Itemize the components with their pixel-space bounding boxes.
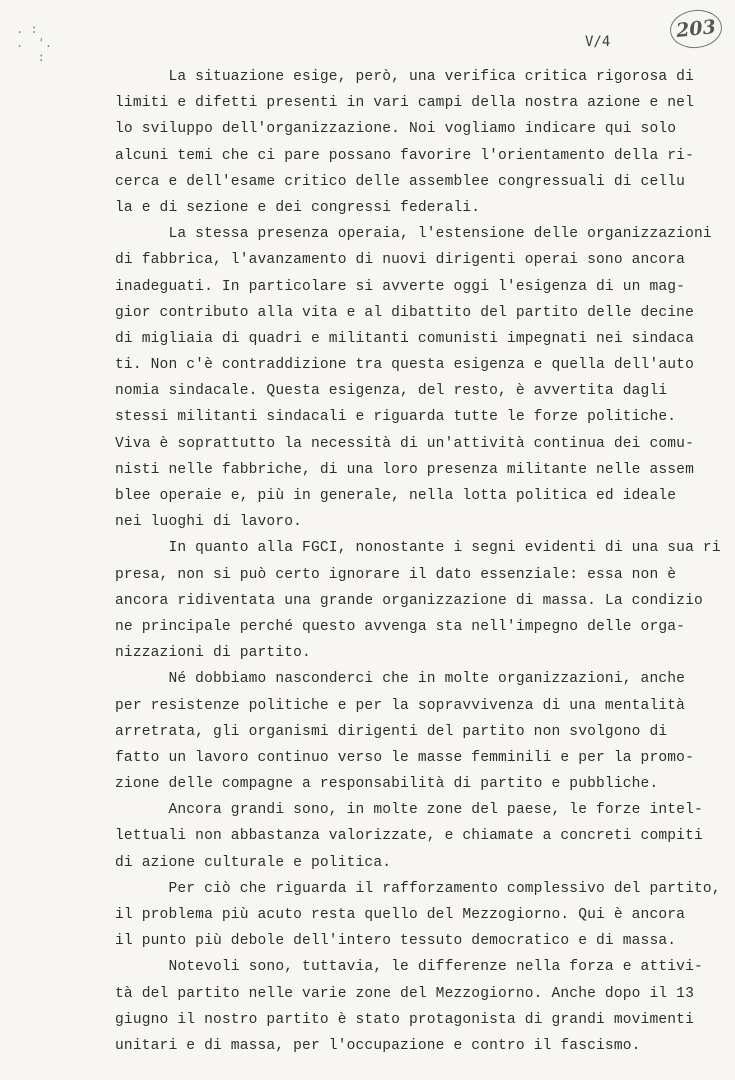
text-line: nomia sindacale. Questa esigenza, del resto, è avvertita dagli xyxy=(115,383,668,400)
text-line: La stessa presenza operaia, l'estensione delle organizzazioni xyxy=(115,226,712,243)
text-line: Né dobbiamo nasconderci che in molte organizzazioni, anche xyxy=(115,671,686,688)
text-line: giugno il nostro partito è stato protagonista di grandi movimenti xyxy=(115,1011,694,1028)
text-line: di azione culturale e politica. xyxy=(115,854,392,871)
text-line: In quanto alla FGCI, nonostante i segni evidenti di una sua ri xyxy=(115,540,721,557)
text-line: il punto più debole dell'intero tessuto democratico e di massa. xyxy=(115,933,677,950)
body-text xyxy=(115,64,721,1059)
text-line: nisti nelle fabbriche, di una loro presenza militante nelle assem xyxy=(115,461,694,478)
text-line: limiti e difetti presenti in vari campi della nostra azione e nel xyxy=(115,95,694,112)
text-line: nizzazioni di partito. xyxy=(115,645,311,662)
text-line: Per ciò che riguarda il rafforzamento complessivo del partito, xyxy=(115,880,721,897)
text-line: Notevoli sono, tuttavia, le differenze nella forza e attivi- xyxy=(115,959,703,976)
text-line: lo sviluppo dell'organizzazione. Noi vogliamo indicare qui solo xyxy=(115,121,677,138)
text-line: unitari e di massa, per l'occupazione e contro il fascismo. xyxy=(115,1037,641,1054)
text-line: inadeguati. In particolare si avverte oggi l'esigenza di un mag- xyxy=(115,278,686,295)
text-line: di migliaia di quadri e militanti comunisti impegnati nei sindaca xyxy=(115,330,694,347)
text-line: alcuni temi che ci pare possano favorire l'orientamento della ri- xyxy=(115,147,694,164)
text-line: la e di sezione e dei congressi federali. xyxy=(115,199,481,216)
text-line: La situazione esige, però, una verifica critica rigorosa di xyxy=(115,69,694,85)
text-line: Viva è soprattutto la necessità di un'attività continua dei comu- xyxy=(115,435,694,452)
handwritten-page-number: 203 xyxy=(668,7,724,50)
text-line: stessi militanti sindacali e riguarda tutte le forze politiche. xyxy=(115,409,677,426)
text-line: il problema più acuto resta quello del Mezzogiorno. Qui è ancora xyxy=(115,907,686,923)
text-line: ti. Non c'è contraddizione tra questa esigenza e quella dell'auto xyxy=(115,357,694,374)
text-line: per resistenze politiche e per la sopravvivenza di una mentalità xyxy=(115,697,686,714)
text-line: blee operaie e, più in generale, nella lotta politica ed ideale xyxy=(115,488,677,504)
text-line: gior contributo alla vita e al dibattito del partito delle decine xyxy=(115,304,694,321)
text-line: ancora ridiventata una grande organizzazione di massa. La condizio xyxy=(115,592,703,609)
text-line: cerca e dell'esame critico delle assemblee congressuali di cellu xyxy=(115,173,686,190)
margin-marks: . : . '. : xyxy=(16,22,53,64)
text-line: arretrata, gli organismi dirigenti del partito non svolgono di xyxy=(115,723,668,740)
text-line: zione delle compagne a responsabilità di partito e pubbliche. xyxy=(115,776,659,793)
text-line: presa, non si può certo ignorare il dato essenziale: essa non è xyxy=(115,566,677,583)
text-line: tà del partito nelle varie zone del Mezzogiorno. Anche dopo il 13 xyxy=(115,985,694,1002)
text-line: nei luoghi di lavoro. xyxy=(115,514,303,531)
text-line: di fabbrica, l'avanzamento di nuovi dirigenti operai sono ancora xyxy=(115,252,686,269)
text-line: ne principale perché questo avvenga sta nell'impegno delle orga- xyxy=(115,618,686,635)
text-line: Ancora grandi sono, in molte zone del paese, le forze intel- xyxy=(115,802,703,819)
text-line: fatto un lavoro continuo verso le masse femminili e per la promo- xyxy=(115,749,694,766)
page-id: V/4 xyxy=(585,34,611,50)
text-line: lettuali non abbastanza valorizzate, e chiamate a concreti compiti xyxy=(115,828,703,845)
